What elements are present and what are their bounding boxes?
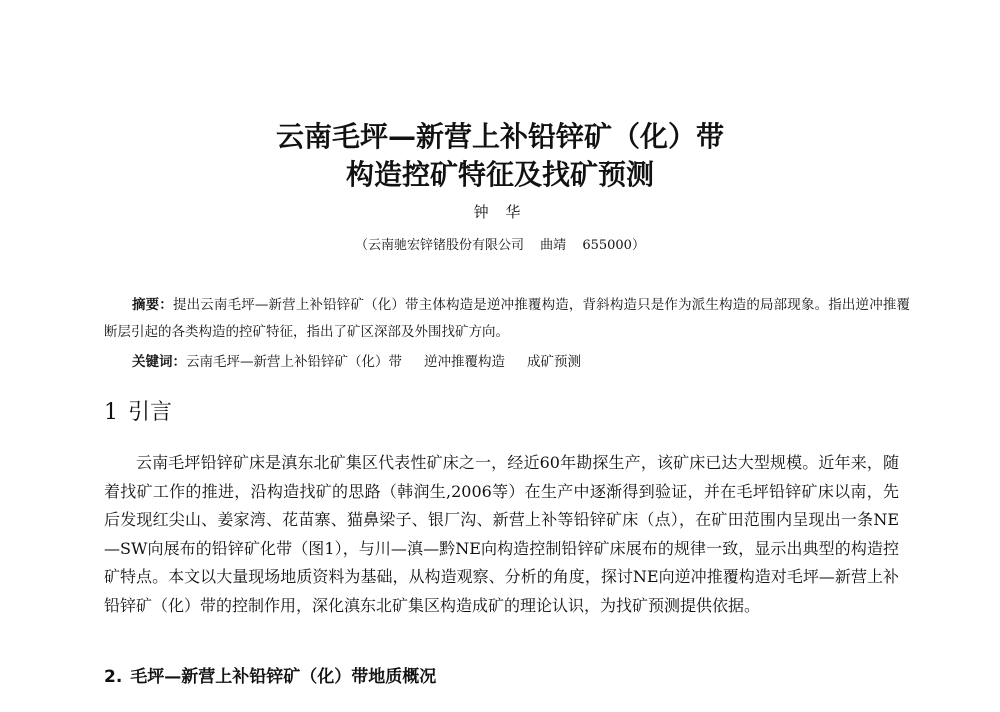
affiliation-organization: （云南驰宏锌锗股份有限公司	[355, 238, 525, 253]
keyword-item: 云南毛坪—新营上补铅锌矿（化）带	[186, 354, 402, 370]
abstract-text: 提出云南毛坪—新营上补铅锌矿（化）带主体构造是逆冲推覆构造，背斜构造只是作为派生构造的局部现象。指出逆冲推覆断层引起的各类构造的控矿特征，指出了矿区深部及外围找矿方向。	[104, 297, 911, 340]
keywords	[132, 350, 603, 374]
author-name: 钟 华	[473, 203, 527, 221]
abstract	[104, 292, 910, 346]
affiliation-postcode: 655000）	[582, 238, 645, 253]
introduction-paragraph: 云南毛坪铅锌矿床是滇东北矿集区代表性矿床之一，经近60年勘探生产，该矿床已达大型规模。近年来，随着找矿工作的推进，沿构造找矿的思路（韩润生,2006等）在生产中逐渐得到验证，并在毛坪铅锌矿床以南，先后发现红尖山、姜家湾、花苗寨、猫鼻梁子、银厂沟、新营上补等铅锌矿床（点），在矿田范围内呈现出一条NE—SW向展布的铅锌矿化带（图1），与川—滇—黔NE向构造控制铅锌矿床展布的规律一致，显示出典型的构造控矿特点。本文以大量现场地质资料为基础，从构造观察、分析的角度，探讨NE向逆冲推覆构造对毛坪—新营上补铅锌矿（化）带的控制作用，深化滇东北矿集区构造成矿的理论认识，为找矿预测提供依据。	[104, 453, 899, 615]
keywords-label: 关键词：	[132, 354, 186, 370]
keyword-item: 逆冲推覆构造	[424, 354, 505, 370]
section-number: 2.	[104, 667, 123, 687]
section-title: 引言	[128, 400, 173, 425]
section-number: 1	[104, 400, 118, 425]
paper-title-line-2: 构造控矿特征及找矿预测	[345, 158, 654, 191]
affiliation-city: 曲靖	[540, 238, 567, 253]
abstract-label: 摘要：	[132, 297, 173, 313]
paper-title-line-1: 云南毛坪—新营上补铅锌矿（化）带	[275, 120, 724, 153]
section-title: 毛坪—新营上补铅锌矿（化）带地质概况	[130, 667, 437, 687]
affiliation	[0, 234, 1000, 253]
keyword-item: 成矿预测	[527, 354, 581, 370]
section-heading-1	[104, 398, 172, 428]
section-heading-2	[104, 664, 436, 690]
